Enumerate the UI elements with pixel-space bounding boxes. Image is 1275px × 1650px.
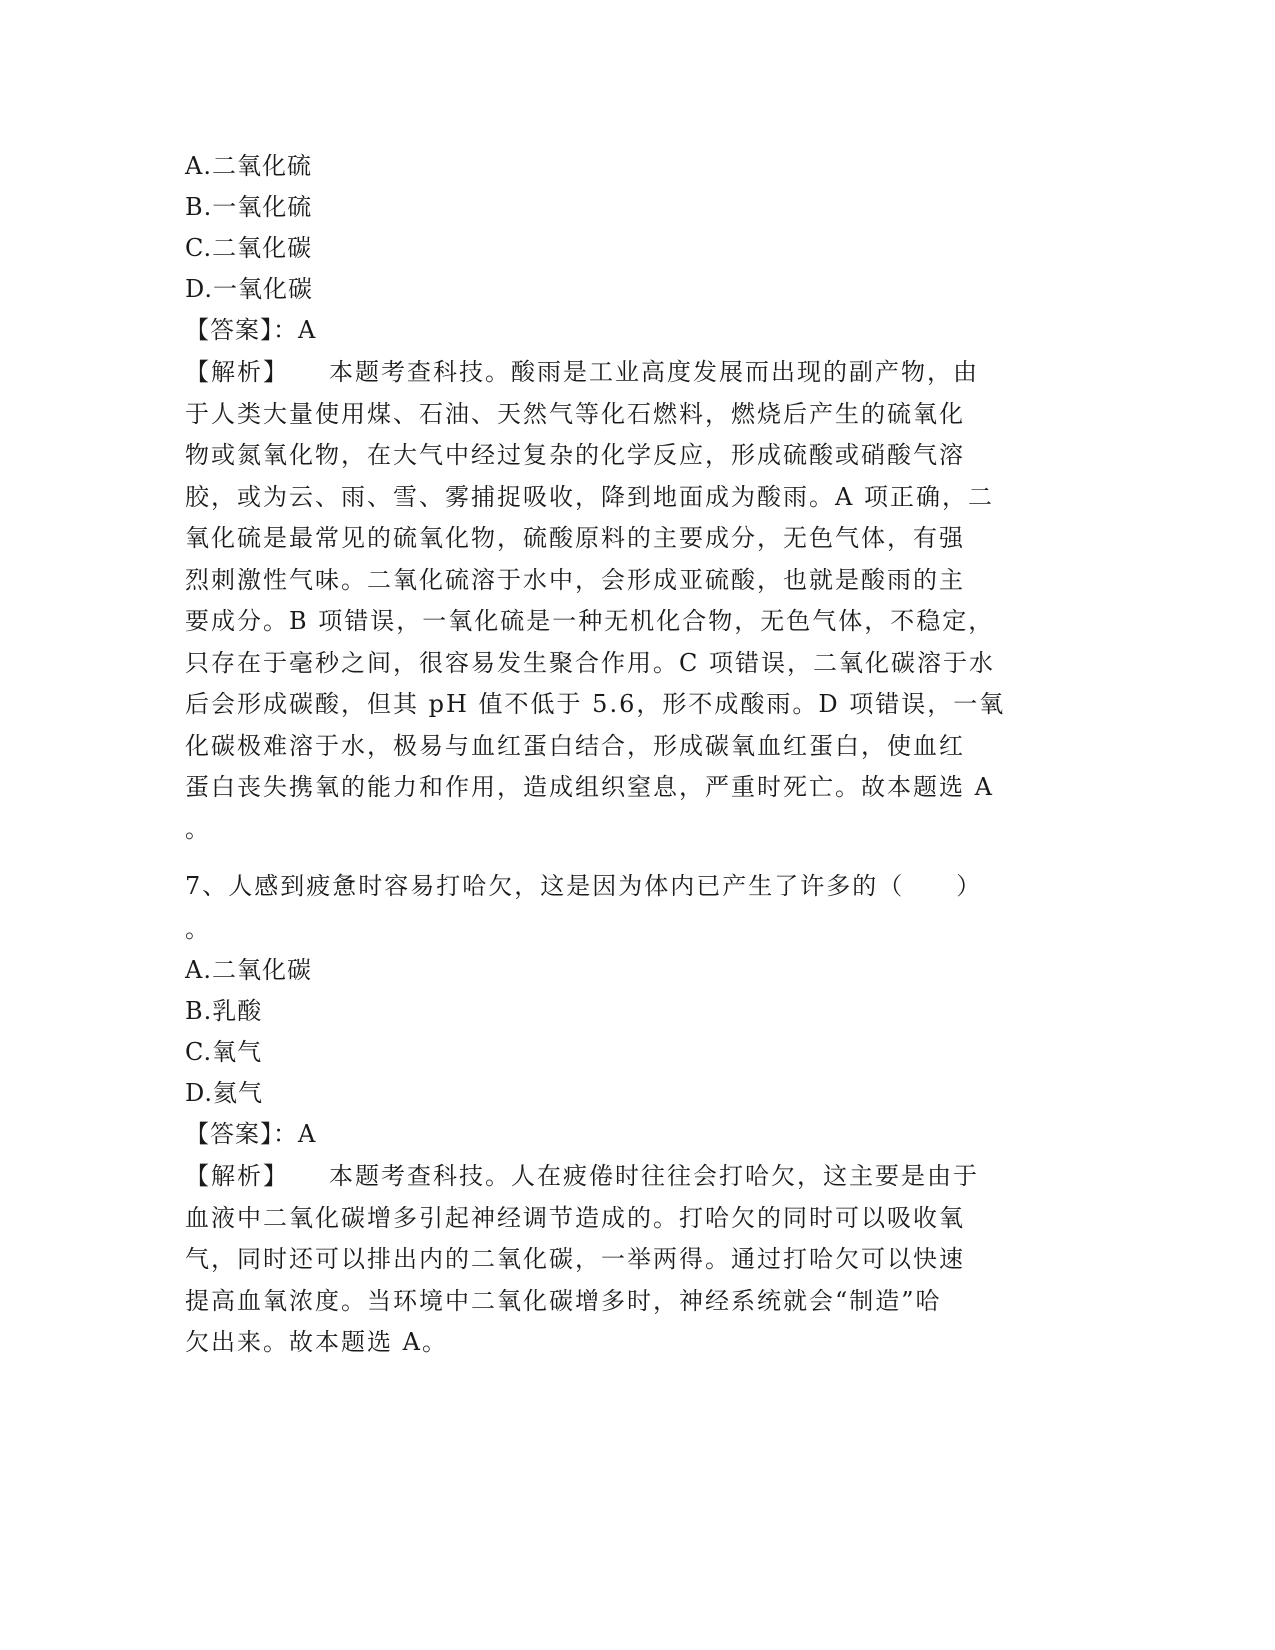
q6-analysis-line: 烈刺激性气味。二氧化硫溶于水中，会形成亚硫酸，也就是酸雨的主 [185,566,965,594]
q6-analysis-label: 【解析】 [185,358,289,386]
q6-option-b: B.一氧化硫 [185,193,313,221]
q6-analysis-line: 蛋白丧失携氧的能力和作用，造成组织窒息，严重时死亡。故本题选 A [185,773,994,801]
q6-analysis-line: 。 [185,815,211,843]
q6-analysis-text: 本题考查科技。酸雨是工业高度发展而出现的副产物，由 [329,358,979,386]
q7-analysis-line: 提高血氧浓度。当环境中二氧化碳增多时，神经系统就会“制造”哈 [185,1287,942,1315]
q7-analysis-line: 血液中二氧化碳增多引起神经调节造成的。打哈欠的同时可以吸收氧 [185,1204,965,1232]
q6-analysis-line: 物或氮氧化物，在大气中经过复杂的化学反应，形成硫酸或硝酸气溶 [185,441,965,469]
q6-analysis-line: 化碳极难溶于水，极易与血红蛋白结合，形成碳氧血红蛋白，使血红 [185,732,965,760]
q6-analysis-line: 胶，或为云、雨、雪、雾捕捉吸收，降到地面成为酸雨。A 项正确，二 [185,483,994,511]
q6-answer: 【答案】：A [185,316,317,344]
q7-option-a: A.二氧化碳 [185,956,312,984]
q7-question: 7、人感到疲惫时容易打哈欠，这是因为体内已产生了许多的（ ） [185,872,983,900]
q6-option-d: D.一氧化碳 [185,275,314,303]
q7-analysis-text: 本题考查科技。人在疲倦时往往会打哈欠，这主要是由于 [329,1162,979,1190]
q7-analysis-line [185,1156,979,1191]
q6-option-c: C.二氧化碳 [185,234,313,262]
q6-analysis-line: 氧化硫是最常见的硫氧化物，硫酸原料的主要成分，无色气体，有强 [185,524,965,552]
q6-analysis-line: 要成分。B 项错误，一氧化硫是一种无机化合物，无色气体，不稳定， [185,607,995,635]
q7-answer: 【答案】：A [185,1120,317,1148]
q6-option-a: A.二氧化硫 [185,152,312,180]
q7-analysis-line: 气，同时还可以排出内的二氧化碳，一举两得。通过打哈欠可以快速 [185,1245,965,1273]
q7-question-cont: 。 [185,915,211,943]
q6-analysis-line: 只存在于毫秒之间，很容易发生聚合作用。C 项错误，二氧化碳溶于水 [185,649,995,677]
q7-option-b: B.乳酸 [185,997,263,1025]
q6-analysis-line: 后会形成碳酸，但其 pH 值不低于 5.6，形不成酸雨。D 项错误，一氧 [185,690,1006,718]
q7-option-d: D.氦气 [185,1079,264,1107]
q7-option-c: C.氧气 [185,1038,263,1066]
q6-analysis-line [185,352,979,387]
q7-analysis-label: 【解析】 [185,1162,289,1190]
q7-analysis-line: 欠出来。故本题选 A。 [185,1328,448,1356]
q6-analysis-line: 于人类大量使用煤、石油、天然气等化石燃料，燃烧后产生的硫氧化 [185,400,965,428]
